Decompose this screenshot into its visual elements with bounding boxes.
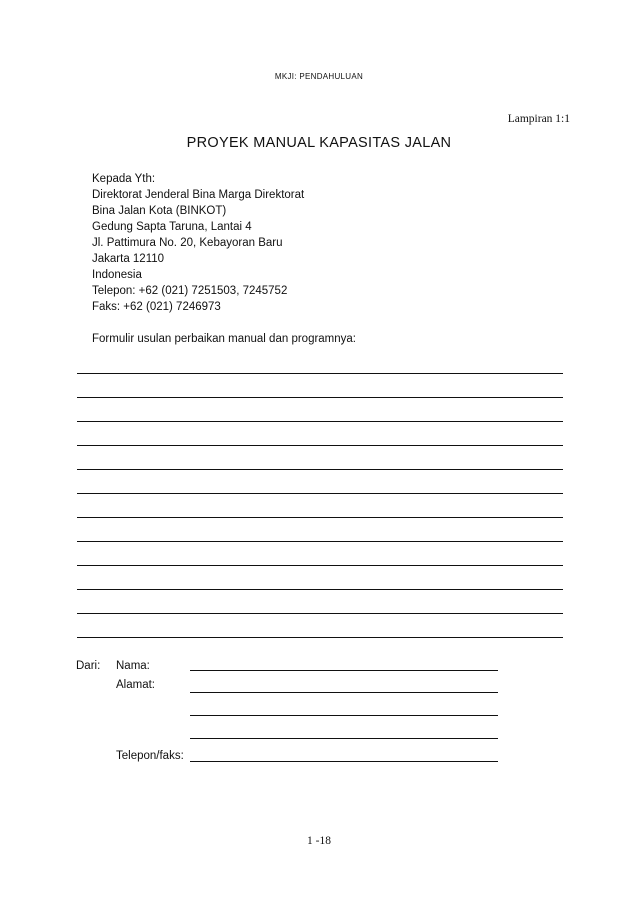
phone-fax-label: Telepon/faks: [116,750,184,762]
address-line: Jakarta 12110 [92,253,165,265]
running-header: MKJI: PENDAHULUAN [274,72,364,81]
proposal-writing-line[interactable] [77,613,563,614]
proposal-writing-line[interactable] [77,589,563,590]
page-title: PROYEK MANUAL KAPASITAS JALAN [186,135,452,151]
form-prompt: Formulir usulan perbaikan manual dan programnya: [92,333,357,345]
address-line: Indonesia [92,269,142,281]
proposal-writing-line[interactable] [77,517,563,518]
address-line: Kepada Yth: [92,173,156,185]
address-line: Faks: +62 (021) 7246973 [92,301,221,313]
address-field-line[interactable] [190,738,498,739]
address-field-line[interactable] [190,715,498,716]
proposal-writing-line[interactable] [77,397,563,398]
address-field[interactable] [190,692,498,693]
proposal-writing-line[interactable] [77,565,563,566]
address-line: Telepon: +62 (021) 7251503, 7245752 [92,285,288,297]
address-label: Alamat: [116,679,155,691]
from-label: Dari: [76,660,101,672]
proposal-writing-line[interactable] [77,541,563,542]
name-label: Nama: [116,660,150,672]
proposal-writing-line[interactable] [77,445,563,446]
proposal-writing-line[interactable] [77,469,563,470]
address-line: Gedung Sapta Taruna, Lantai 4 [92,221,252,233]
proposal-writing-line[interactable] [77,637,563,638]
address-line: Jl. Pattimura No. 20, Kebayoran Baru [92,237,283,249]
phone-fax-field[interactable] [190,761,498,762]
name-field[interactable] [190,670,498,671]
proposal-writing-line[interactable] [77,373,563,374]
proposal-writing-line[interactable] [77,493,563,494]
address-line: Bina Jalan Kota (BINKOT) [92,205,227,217]
page-number: 1 -18 [307,835,331,847]
proposal-writing-line[interactable] [77,421,563,422]
address-line: Direktorat Jenderal Bina Marga Direktorat [92,189,305,201]
attachment-label: Lampiran 1:1 [507,113,570,125]
recipient-address [92,171,304,315]
